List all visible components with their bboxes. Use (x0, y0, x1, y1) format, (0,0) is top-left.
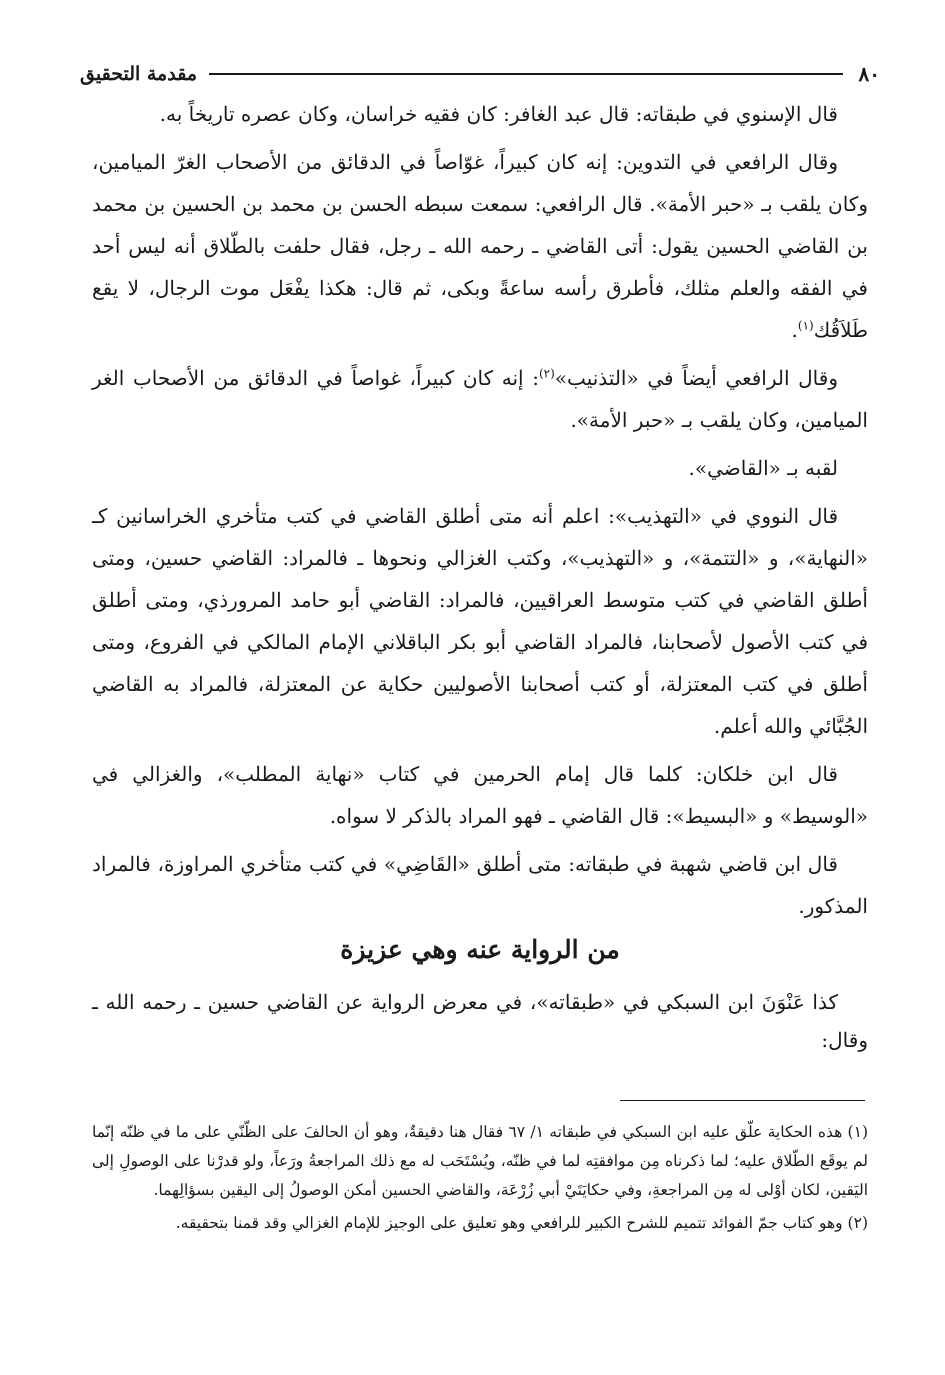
footnote-1: (١) هذه الحكاية علّق عليه ابن السبكي في طبقاته ١/ ٦٧ فقال هنا دقيقةٌ، وهو أن الحالفَ على الظّنّي على ما في ظنّه إنّما لم يوقَع الطّلاق عليه؛ لما ذكرناه مِن موافقتِه لما في ظنّه، ويُسْتَحَب له مع ذلك المراجعةُ ورَعاً، ولو قدرْنا على الوصولِ إلى اليَقين، لكان أوْلى له مِن المراجعةِ، وفي حكايَتَيْ أبي زُرْعَة، والقاضي الحسين أمكن الوصولُ إلى اليقين بسؤالِهما. (92, 1123, 868, 1199)
main-text (92, 93, 868, 933)
after-heading-text (92, 983, 868, 1059)
section-heading: من الرواية عنه وهي عزيزة (340, 935, 620, 964)
page-number: ٨٠ (858, 62, 880, 86)
header-rule (209, 73, 843, 75)
paragraph-rafii-tadwin-text: وقال الرافعي في التدوين: إنه كان كبيراً، غوّاصاً في الدقائق من الأصحاب الغرّ الميامين، وكان يلقب بـ «حبر الأمة». قال الرافعي: سمعت سبطه الحسن بن محمد بن الحسين بن محمد بن القاضي الحسين يقول: أتى القاضي ـ رحمه الله ـ رجل، فقال حلفت بالطّلاق أنه ليس أحد في الفقه والعلم مثلك، فأطرق رأسه ساعةً وبكى، ثم قال: هكذا يفْعَل موت الرجال، لا يقع طَلاَقُك (92, 150, 868, 342)
footnote-ref-2: (٢) (538, 366, 555, 381)
page-header (80, 58, 880, 90)
paragraph-ibn-khallikan: قال ابن خلكان: كلما قال إمام الحرمين في كتاب «نهاية المطلب»، والغزالي في «الوسيط» و «البسيط»: قال القاضي ـ فهو المراد بالذكر لا سواه. (92, 762, 868, 828)
paragraph-rafii-tadhnib-rest: : إنه كان كبيراً، غواصاً في الدقائق من الأصحاب الغر الميامين، وكان يلقب بـ «حبر الأمة». (92, 366, 868, 432)
section-title: مقدمة التحقيق (80, 63, 197, 85)
footnote-2: (٢) وهو كتاب جمّ الفوائد تتميم للشرح الكبير للرافعي وهو تعليق على الوجيز للإمام الغزالي وقد قمنا بتحقيقه. (175, 1214, 868, 1232)
footnote-ref-1: (١) (797, 318, 814, 333)
paragraph-rafii-tadwin: وقال الرافعي في التدوين: إنه كان كبيراً، غوّاصاً في الدقائق من الأصحاب الغرّ الميامين، وكان يلقب بـ «حبر الأمة». قال الرافعي: سمعت سبطه الحسن بن محمد بن الحسين بن محمد بن القاضي الحسين يقول: أتى القاضي ـ رحمه الله ـ رجل، فقال حلفت بالطّلاق أنه ليس أحد في الفقه والعلم مثلك، فأطرق رأسه ساعةً وبكى، ثم قال: هكذا يفْعَل موت الرجال، لا يقع طَلاَقُك$^{(١)}$. (92, 150, 868, 342)
paragraph-subki: كذا عَنْوَنَ ابن السبكي في «طبقاته»، في معرض الرواية عن القاضي حسين ـ رحمه الله ـ وقال: (92, 990, 868, 1052)
paragraph-rafii-tadhnib-text: وقال الرافعي أيضاً في «التذنيب» (554, 366, 838, 390)
footnote-divider (620, 1100, 865, 1101)
paragraph-isnawi: قال الإسنوي في طبقاته: قال عبد الغافر: كان فقيه خراسان، وكان عصره تاريخاً به. (159, 102, 838, 126)
paragraph-laqab: لقبه بـ «القاضي». (688, 456, 838, 480)
paragraph-ibn-qadi-shuhba: قال ابن قاضي شهبة في طبقاته: متى أطلق «القَاضِي» في كتب متأخري المراوزة، فالمراد المذكور. (92, 852, 868, 918)
paragraph-nawawi: قال النووي في «التهذيب»: اعلم أنه متى أطلق القاضي في كتب متأخري الخراسانين كـ «النهاية»، و «التتمة»، و «التهذيب»، وكتب الغزالي ونحوها ـ فالمراد: القاضي حسين، ومتى أطلق القاضي في كتب متوسط العراقيين، فالمراد: القاضي أبو حامد المرورذي، ومتى أطلق في كتب الأصول لأصحابنا، فالمراد القاضي أبو بكر الباقلاني الإمام المالكي في الفروع، ومتى أطلق في كتب المعتزلة، أو كتب أصحابنا الأصوليين حكاية عن المعتزلة، فالمراد به القاضي الجُبَّائي والله أعلم. (92, 504, 868, 738)
paragraph-rafii-tadhnib (92, 357, 868, 441)
footnotes (92, 1118, 868, 1242)
